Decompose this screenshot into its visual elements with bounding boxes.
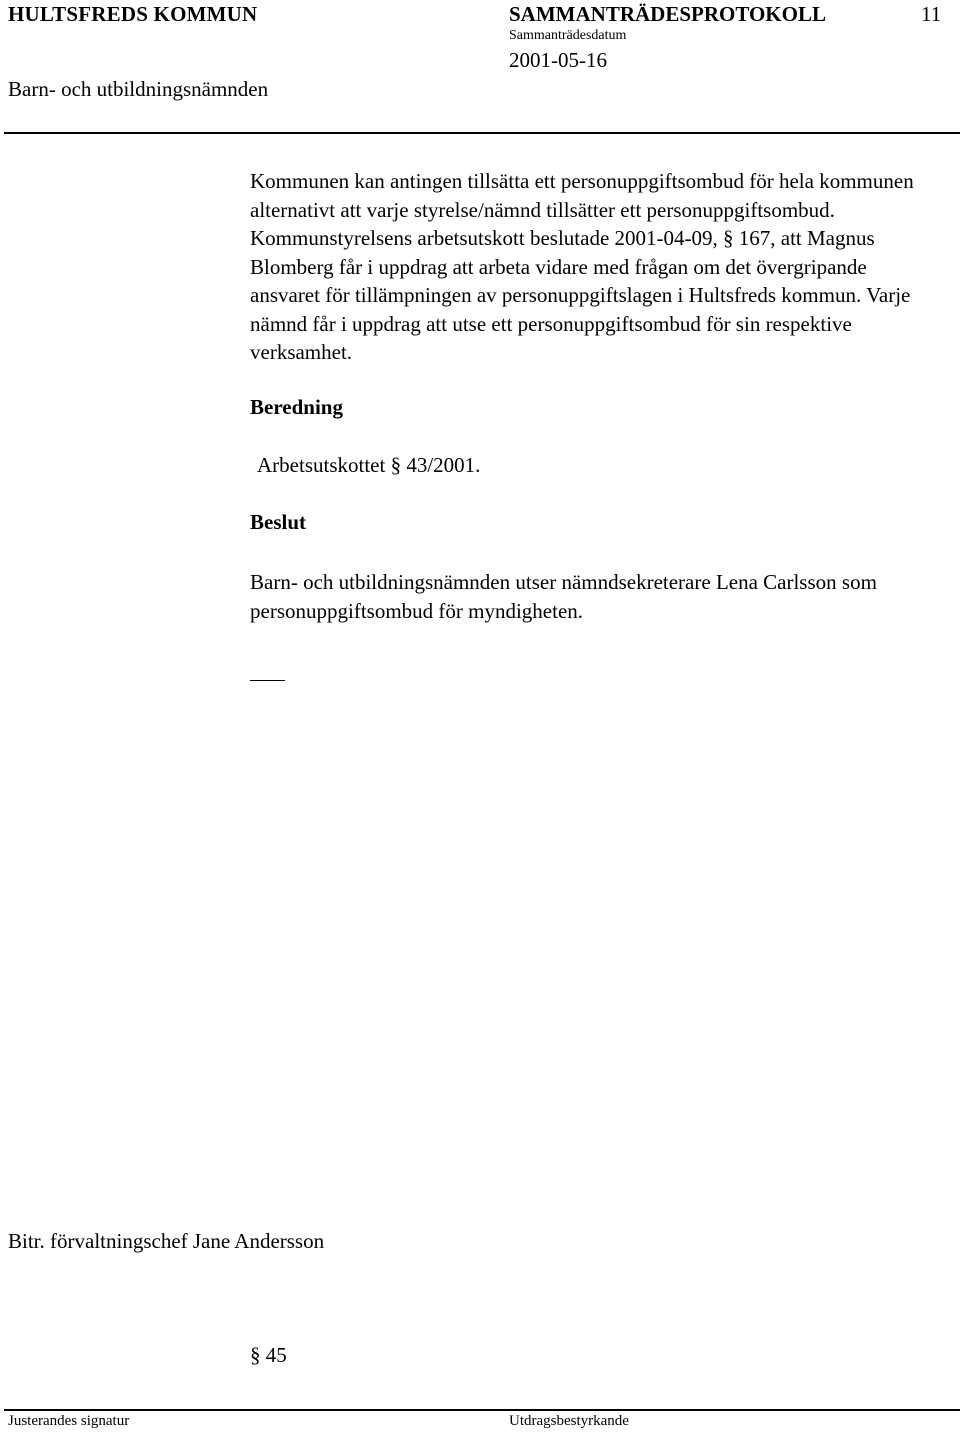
footer-divider xyxy=(4,1409,960,1411)
preparation-reference: Arbetsutskottet § 43/2001. xyxy=(257,453,481,477)
meeting-date: 2001-05-16 xyxy=(509,48,607,72)
paragraph-line: nämnd får i uppdrag att utse ett personuppgiftsombud för sin respektive xyxy=(250,311,852,336)
footer-certification-label: Utdragsbestyrkande xyxy=(509,1413,629,1429)
preparation-heading: Beredning xyxy=(250,395,343,419)
responsible-official: Bitr. förvaltningschef Jane Andersson xyxy=(8,1229,325,1253)
paragraph-line: Kommunstyrelsens arbetsutskott beslutade 2001-04-09, § 167, att Magnus xyxy=(250,226,875,250)
paragraph-line: Blomberg får i uppdrag att arbeta vidare med frågan om det övergripande xyxy=(250,254,867,279)
committee-name: Barn- och utbildningsnämnden xyxy=(8,77,269,101)
organization-name: HULTSFREDS KOMMUN xyxy=(8,2,258,26)
section-end-rule xyxy=(250,680,285,681)
header-divider xyxy=(4,132,960,134)
page-number: 11 xyxy=(921,2,942,26)
decision-heading: Beslut xyxy=(250,510,307,534)
paragraph-line: ansvaret för tillämpningen av personuppgiftslagen i Hultsfreds kommun. Varje xyxy=(250,283,911,307)
date-caption: Sammanträdesdatum xyxy=(509,28,627,43)
paragraph-line: alternativt att varje styrelse/nämnd tillsätter ett personuppgiftsombud. xyxy=(250,197,835,222)
decision-line: Barn- och utbildningsnämnden utser nämndsekreterare Lena Carlsson som xyxy=(250,570,877,594)
decision-paragraph xyxy=(250,568,877,626)
paragraph-line: Kommunen kan antingen tillsätta ett personuppgiftsombud för hela kommunen xyxy=(250,169,914,193)
decision-line: personuppgiftsombud för myndigheten. xyxy=(250,599,584,623)
footer-signature-label: Justerandes signatur xyxy=(8,1413,130,1429)
paragraph-line: verksamhet. xyxy=(250,340,353,364)
paragraph-number: § 45 xyxy=(250,1343,287,1367)
document-type: SAMMANTRÄDESPROTOKOLL xyxy=(509,2,826,26)
background-paragraph xyxy=(250,167,940,367)
